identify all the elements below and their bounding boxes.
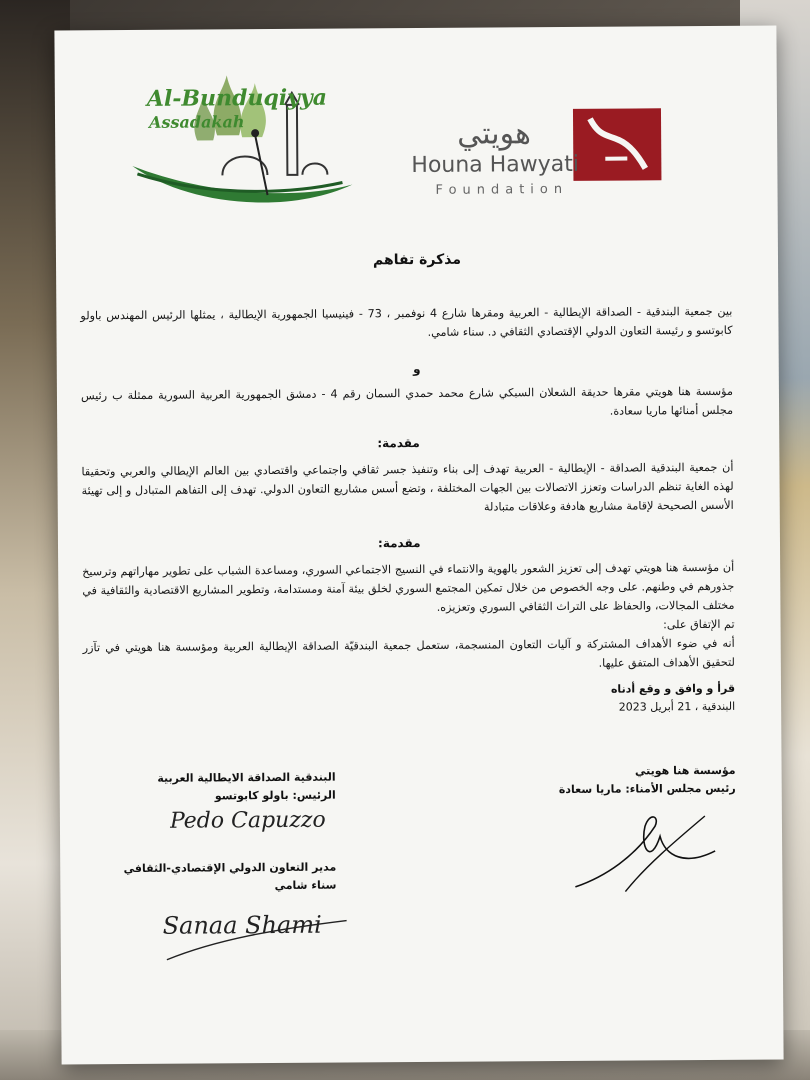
signed-line: قرأ و وافق و وقع أدناه <box>610 681 736 696</box>
agreed-line: تم الإتفاق على: <box>663 617 735 632</box>
sign-left-one-org: البندقية الصداقة الايطالية العربية <box>157 770 336 785</box>
and-separator: و <box>412 361 421 377</box>
intro-two-heading: مقدمة: <box>377 535 421 551</box>
sign-left-two-org: مدير التعاون الدولي الإقتصادي-الثقافي <box>123 860 337 876</box>
svg-text:Houna Hawyati: Houna Hawyati <box>411 151 580 179</box>
party-one-text: بين جمعية البندقية - الصداقة الإيطالية - العربية ومقرها شارع 4 نوفمبر ، 73 - فينيسيا الجمهورية الإيطالية ، يمثلها الرئيس المهندس باولو كابوتسو و رئيسة التعاون الدولي الإقتصادي الثقافي د. سناء شامي. <box>80 304 733 339</box>
sign-right-org: مؤسسة هنا هويتي <box>634 763 736 778</box>
sign-right-role: رئيس مجلس الأمناء: ماريا سعادة <box>558 781 736 797</box>
signature-sanaa-shami <box>156 898 356 969</box>
signature-maria-saada <box>565 796 726 911</box>
place-date: البندقية ، 21 أبريل 2023 <box>618 699 736 714</box>
document-page <box>54 25 783 1064</box>
svg-text:Assadakah: Assadakah <box>148 112 245 132</box>
intro-two-text: أن مؤسسة هنا هويتي تهدف إلى تعزيز الشعور بالهوية والانتماء في النسيج الاجتماعي السوري، ومساعدة الشباب على تطوير مهاراتهم وترسيخ جذورهم في وطنهم. على وجه الخصوص من خلال تمكين المجتمع السوري لخلق بيئة آمنة ومستدامة، وتطوير المشاريع الاقتصادية والثقافية في مختلف المجالات، والحفاظ على التراث الثقافي السوري وتعزيزه. <box>82 560 735 614</box>
svg-text:Pedo Capuzzo: Pedo Capuzzo <box>169 807 326 834</box>
al-bunduqiyya-logo <box>127 64 358 206</box>
svg-text:Sanaa Shami: Sanaa Shami <box>162 910 322 940</box>
houna-hawyati-logo <box>405 88 686 200</box>
sign-left-two-role: سناء شامي <box>274 878 337 893</box>
party-two-text: مؤسسة هنا هويتي مقرها حديقة الشعلان السبكي شارع محمد حمدي السمان رقم 4 - دمشق الجمهورية العربية السورية ممثلة ب رئيس مجلس أمنائها ماريا سعادة. <box>80 384 734 418</box>
svg-text:هويتي: هويتي <box>457 116 531 152</box>
intro-one-heading: مقدمة: <box>377 435 420 451</box>
signature-paolo-caputo <box>170 798 350 839</box>
sign-left-one-role: الرئيس: باولو كابوتسو <box>214 788 336 803</box>
agreed-text: أنه في ضوء الأهداف المشتركة و آليات التعاون المنسجمة، ستعمل جمعية البندقيّة الصداقة الإيطالية العربية ومؤسسة هنا هويتي في تآزر لتحقيق الأهداف المتفق عليها. <box>82 636 735 670</box>
svg-text:Al-Bunduqiyya: Al-Bunduqiyya <box>146 84 328 112</box>
intro-one-text: أن جمعية البندقية الصداقة - الإيطالية - العربية تهدف إلى بناء وتنفيذ جسر ثقافي واجتماعي واقتصادي بين العالم الإيطالي والعربي وتحقيقا لهذه الغاية تنظم الدراسات وتعزز الاتصالات بين الجهات المختلفة ، وتضع أسس مشاريع التعاون الدولي. تهدف إلى التفاهم المتبادل و إلى تهيئة الأسس الصحيحة لإقامة مشاريع هادفة وعلاقات متبادلة <box>81 460 734 514</box>
svg-text:Foundation: Foundation <box>435 181 569 198</box>
page-title: مذكرة تفاهم <box>372 251 462 269</box>
